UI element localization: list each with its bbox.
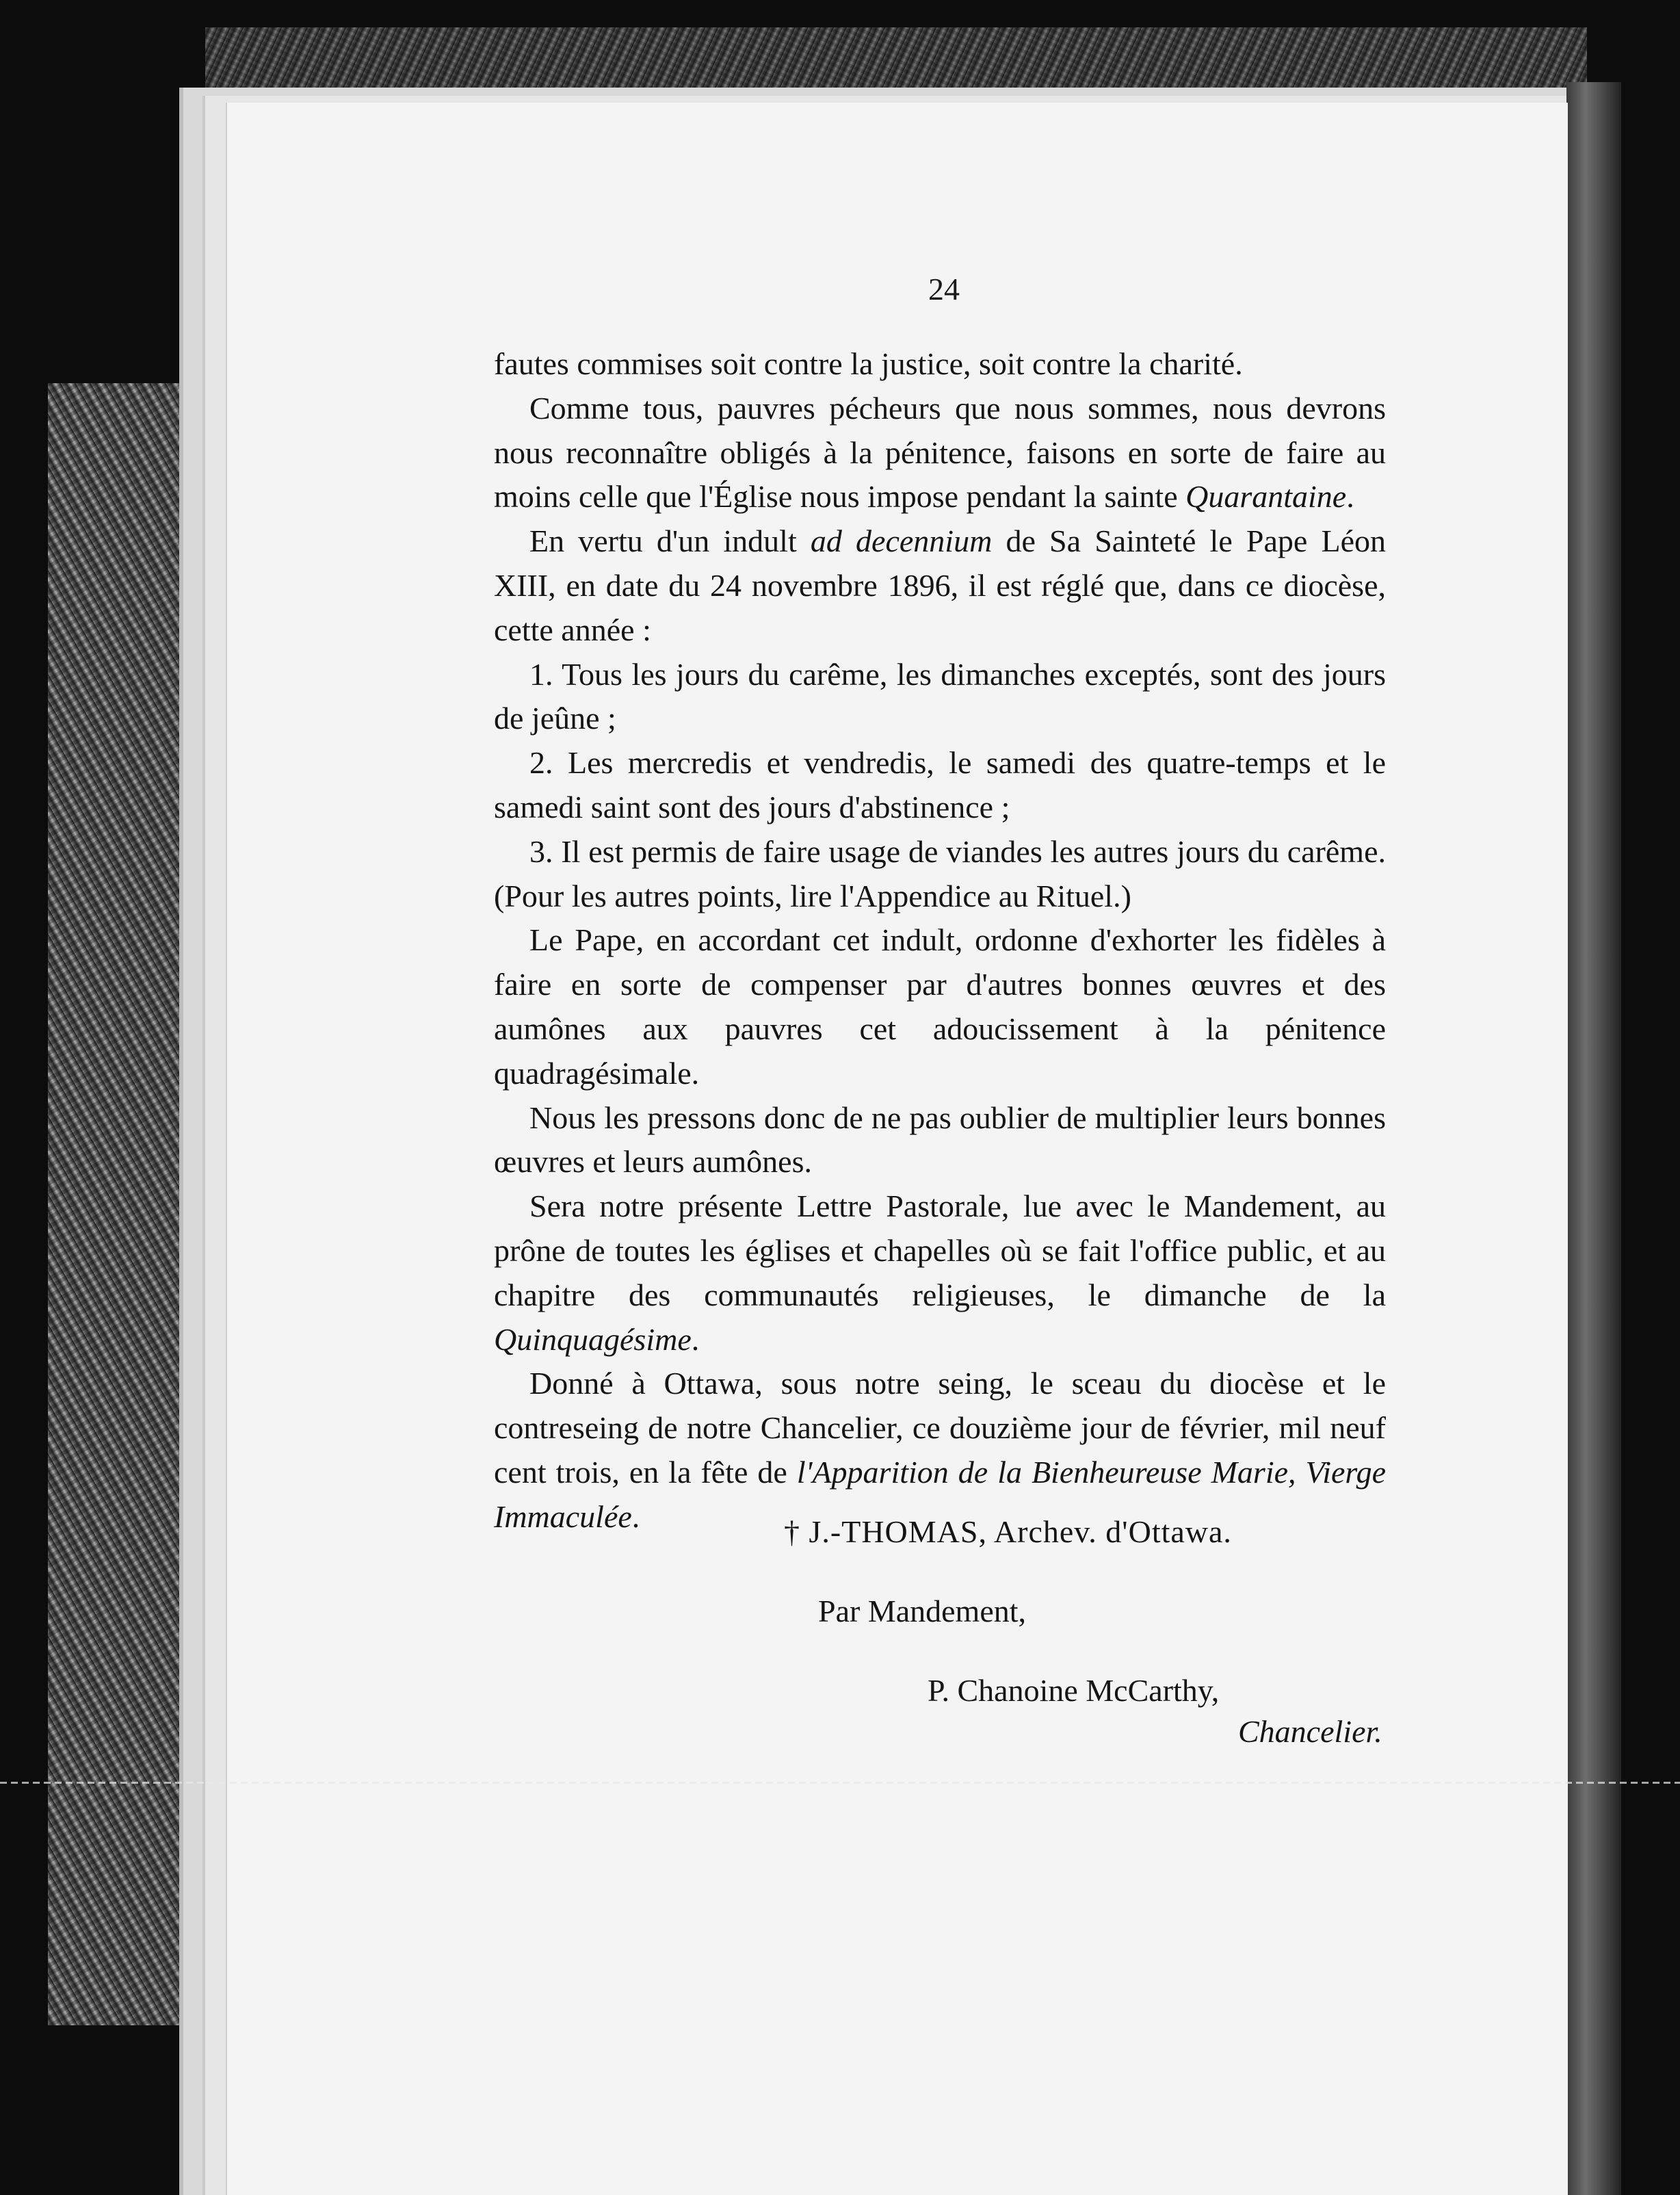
italic-text: l'Apparition de la Bienheureuse Marie, Vierge Immaculée <box>494 1454 1387 1534</box>
paragraph <box>494 741 1386 830</box>
text-run: En vertu d'un indult <box>529 523 811 559</box>
text-run: de Sa Sainteté le Pape Léon XIII, en date du 24 novembre 1896, il est réglé que, dans ce diocèse, cette année : <box>494 523 1386 647</box>
book-binding-edge <box>1566 82 1621 2195</box>
text-run: 1. Tous les jours du carême, les dimanches exceptés, sont des jours de jeûne ; <box>494 656 1386 736</box>
paragraph <box>494 1362 1386 1539</box>
paragraph <box>494 830 1386 919</box>
signature-chanoine: P. Chanoine McCarthy, <box>928 1673 1220 1708</box>
paragraph <box>494 653 1386 742</box>
page-number: 24 <box>928 272 960 307</box>
paragraph <box>494 918 1386 1095</box>
signature-archbishop: † J.-THOMAS, Archev. d'Ottawa. <box>784 1514 1232 1549</box>
text-run: Donné à Ottawa, sous notre seing, le sceau du diocèse et le contreseing de notre Chancelier, ce douzième jour de février, mil neuf cent trois, en la fête de <box>494 1366 1386 1490</box>
text-run: . <box>691 1321 700 1357</box>
paragraph <box>494 342 1386 387</box>
text-run: Nous les pressons donc de ne pas oublier de multiplier leurs bonnes œuvres et leurs aumônes. <box>494 1100 1386 1180</box>
text-run: Sera notre présente Lettre Pastorale, lue avec le Mandement, au prône de toutes les églises et chapelles où se fait l'office public, et au chapitre des communautés religieuses, le dimanche de la <box>494 1189 1386 1312</box>
text-run: 2. Les mercredis et vendredis, le samedi des quatre-temps et le samedi saint sont des jours d'abstinence ; <box>494 745 1386 824</box>
marbled-top-edge <box>205 27 1587 96</box>
signature-chancelier-title: Chancelier. <box>1238 1714 1382 1749</box>
signature-by-order: Par Mandement, <box>818 1594 1027 1628</box>
text-run: Comme tous, pauvres pécheurs que nous sommes, nous devrons nous reconnaître obligés à la pénitence, faisons en sorte de faire au moins celle que l'Église nous impose pendant la sainte <box>494 390 1386 515</box>
text-run: . <box>631 1498 640 1534</box>
text-run: fautes commises soit contre la justice, soit contre la charité. <box>494 346 1243 381</box>
body-text <box>494 342 1386 1540</box>
italic-text: Quarantaine <box>1185 479 1347 515</box>
paragraph <box>494 519 1386 652</box>
text-run: Le Pape, en accordant cet indult, ordonne d'exhorter les fidèles à faire en sorte de compenser par d'autres bonnes œuvres et des aumônes aux pauvres cet adoucissement à la pénitence quadragésimale. <box>494 922 1386 1091</box>
scan-artifact-line <box>0 1782 1680 1784</box>
italic-text: ad decennium <box>810 523 993 559</box>
paragraph <box>494 1096 1386 1185</box>
italic-text: Quinquagésime <box>494 1321 692 1357</box>
text-run: 3. Il est permis de faire usage de viandes les autres jours du carême. (Pour les autres points, lire l'Appendice au Rituel.) <box>494 833 1386 913</box>
text-run: . <box>1346 479 1354 515</box>
paragraph <box>494 1184 1386 1362</box>
paragraph <box>494 387 1386 519</box>
